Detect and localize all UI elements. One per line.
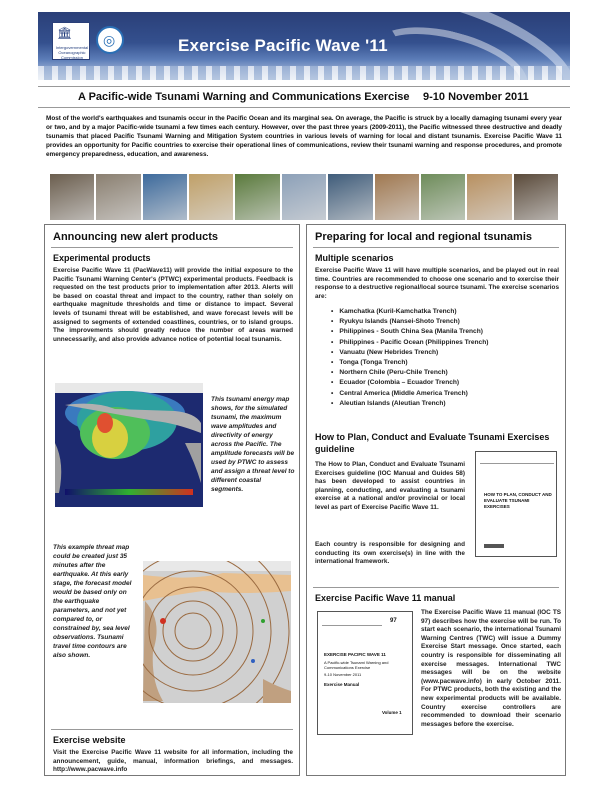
wave-foam [38,66,570,80]
scenario-item: • Ryukyu Islands (Nansei-Shoto Trench) [331,317,488,327]
scenario-item: • Philippines - South China Sea (Manila Trench) [331,327,488,337]
experimental-heading: Experimental products [53,253,151,263]
manual-cover-volume: Volume 1 [382,710,402,715]
photo-thumbnail [421,174,465,220]
divider [313,247,559,248]
manual-cover [317,611,413,735]
page-title: Exercise Pacific Wave '11 [178,36,388,55]
ioc-logo [96,26,124,54]
website-text: Visit the Exercise Pacific Wave 11 website for all information, including the announcement, guide, manual, information briefings, and messages. http://www.pacwave.info [53,749,293,774]
subtitle: A Pacific-wide Tsunami Warning and Communications Exercise [78,91,410,103]
exercise-dates: 9-10 November 2011 [423,91,529,103]
intro-paragraph: Most of the world's earthquakes and tsunamis occur in the Pacific Ocean and its marginal sea. On average, the Pacific is struck by a locally damaging tsunami every year or two, and by a major Pacific-wide tsunami a few times each century. However, over the past three years (2009-2011), the Pacific witnessed three destructive and deadly tsunamis that placed Pacific Tsunami Warning and Mitigation System countries in various levels of warning for local and distant tsunamis. Exercise Pacific Wave 11 provides an opportunity for Pacific countries to exercise their operational lines of communications, review their tsunami warning and response procedures, and promote emergency preparedness, education, and awareness. [46,115,562,158]
website-heading: Exercise website [53,735,126,745]
experimental-text: Exercise Pacific Wave 11 (PacWave11) will provide the initial exposure to the Pacific Tsunami Warning Center's (PTWC) experimental products. Feedback is requested on the test products prior to implementation after 2013. Alerts will be based on coastal threat and impact to the country, rather than solely on earthquake magnitude thresholds and time or distance to impact. Several levels of tsunami threat will be established, and wave forecast levels will be assigned to segments of extended coastlines, countries, or to island groups. The improvements should greatly reduce the number of areas warned unnecessarily, and also provide advance notice of potential local tsunamis. [53,267,293,343]
threat-map [143,561,291,703]
manual-text: The Exercise Pacific Wave 11 manual (IOC TS 97) describes how the exercise will be run. To start each scenario, the international Tsunami Warning Centres (TWC) will issue a Dummy Exercise Start message. Once started, each country is responsible for disseminating all exercise messages. International TWC messages will be on the website (www.pacwave.info) in early October 2011. For PTWC products, both the existing and the new experimental products will be available. Country exercise controllers are recommended to download their scenario messages before the exercise. [421,609,561,728]
howto-text: The How to Plan, Conduct and Evaluate Tsunami Exercises guideline (IOC Manual and Guides 58) has been developed to assist countries in planning, conducting, and evaluating a tsunami exercise at a national and/or provincial or local level as part of Exercise Pacific Wave 11. [315,461,465,511]
scenario-item: • Ecuador (Colombia – Ecuador Trench) [331,378,488,388]
manual-cover-date: 9-10 November 2011 [324,672,362,677]
photo-thumbnail [467,174,511,220]
subtitle-bar [38,86,570,108]
scenario-item: • Philippines - Pacific Ocean (Philippines Trench) [331,338,488,348]
scenario-item: • Aleutian Islands (Aleutian Trench) [331,399,488,409]
divider [51,247,293,248]
photo-thumbnail [282,174,326,220]
guideline-cover-title: HOW TO PLAN, CONDUCT AND EVALUATE TSUNAMI EXERCISES [484,492,552,509]
poster [38,12,570,780]
multiple-scenarios-heading: Multiple scenarios [315,253,394,263]
photo-thumbnail [96,174,140,220]
multiple-scenarios-text: Exercise Pacific Wave 11 will have multiple scenarios, and be played out in real time. Countries are recommended to choose one scenario and to exercise their response to a destructive regional/local source tsunami. The exercise scenarios are: [315,267,559,300]
photo-thumbnail [328,174,372,220]
scenario-item: • Kamchatka (Kuril-Kamchatka Trench) [331,307,488,317]
manual-cover-label: Exercise Manual [324,682,360,687]
cover-header [322,616,382,626]
scenario-list [331,307,488,409]
scenario-item: • Northern Chile (Peru-Chile Trench) [331,368,488,378]
manual-heading: Exercise Pacific Wave 11 manual [315,593,456,603]
divider [313,587,559,588]
unesco-logo-text: Intergovernmental Oceanographic Commission [55,45,89,60]
temple-icon: 🏛 [57,26,73,40]
globe-icon: ◎ [103,32,116,48]
photo-thumbnail [143,174,187,220]
manual-cover-number: 97 [390,618,397,624]
photo-thumbnail [375,174,419,220]
photo-thumbnail [50,174,94,220]
unesco-logo [52,22,90,60]
scenario-item: • Central America (Middle America Trench) [331,389,488,399]
right-section-heading: Preparing for local and regional tsunamis [315,231,532,243]
photo-thumbnail [189,174,233,220]
cover-mark [484,544,504,548]
tsunami-energy-map [55,383,203,507]
left-section-heading: Announcing new alert products [53,231,219,243]
photo-strip [50,174,558,220]
guideline-cover [475,451,557,557]
scenario-item: • Tonga (Tonga Trench) [331,358,488,368]
photo-thumbnail [235,174,279,220]
howto-text-2: Each country is responsible for designing and conducting its own exercise(s) in line with the international framework. [315,541,465,566]
scenario-item: • Vanuatu (New Hebrides Trench) [331,348,488,358]
left-column [44,224,300,776]
manual-cover-sub: A Pacific-wide Tsunami Warning and Communications Exercise [324,660,389,670]
photo-thumbnail [514,174,558,220]
header-banner [38,12,570,80]
threat-map-caption: This example threat map could be created just 35 minutes after the earthquake. At this early stage, the forecast model would be based only on the earthquake parameters, and not yet compared to, or constrained by, sea level observations. Tsunami travel time contours are also shown. [53,544,132,659]
energy-map-caption: This tsunami energy map shows, for the simulated tsunami, the maximum wave amplitudes and directivity of energy across the Pacific. The amplitude forecasts will be used by PTWC to assess and assign a threat level to different coastal segments. [211,396,295,493]
cover-header [480,456,554,464]
manual-cover-title: EXERCISE PACIFIC WAVE 11 [324,652,386,657]
divider [51,729,293,730]
howto-heading: How to Plan, Conduct and Evaluate Tsunami Exercises guideline [315,432,550,454]
right-column [306,224,566,776]
